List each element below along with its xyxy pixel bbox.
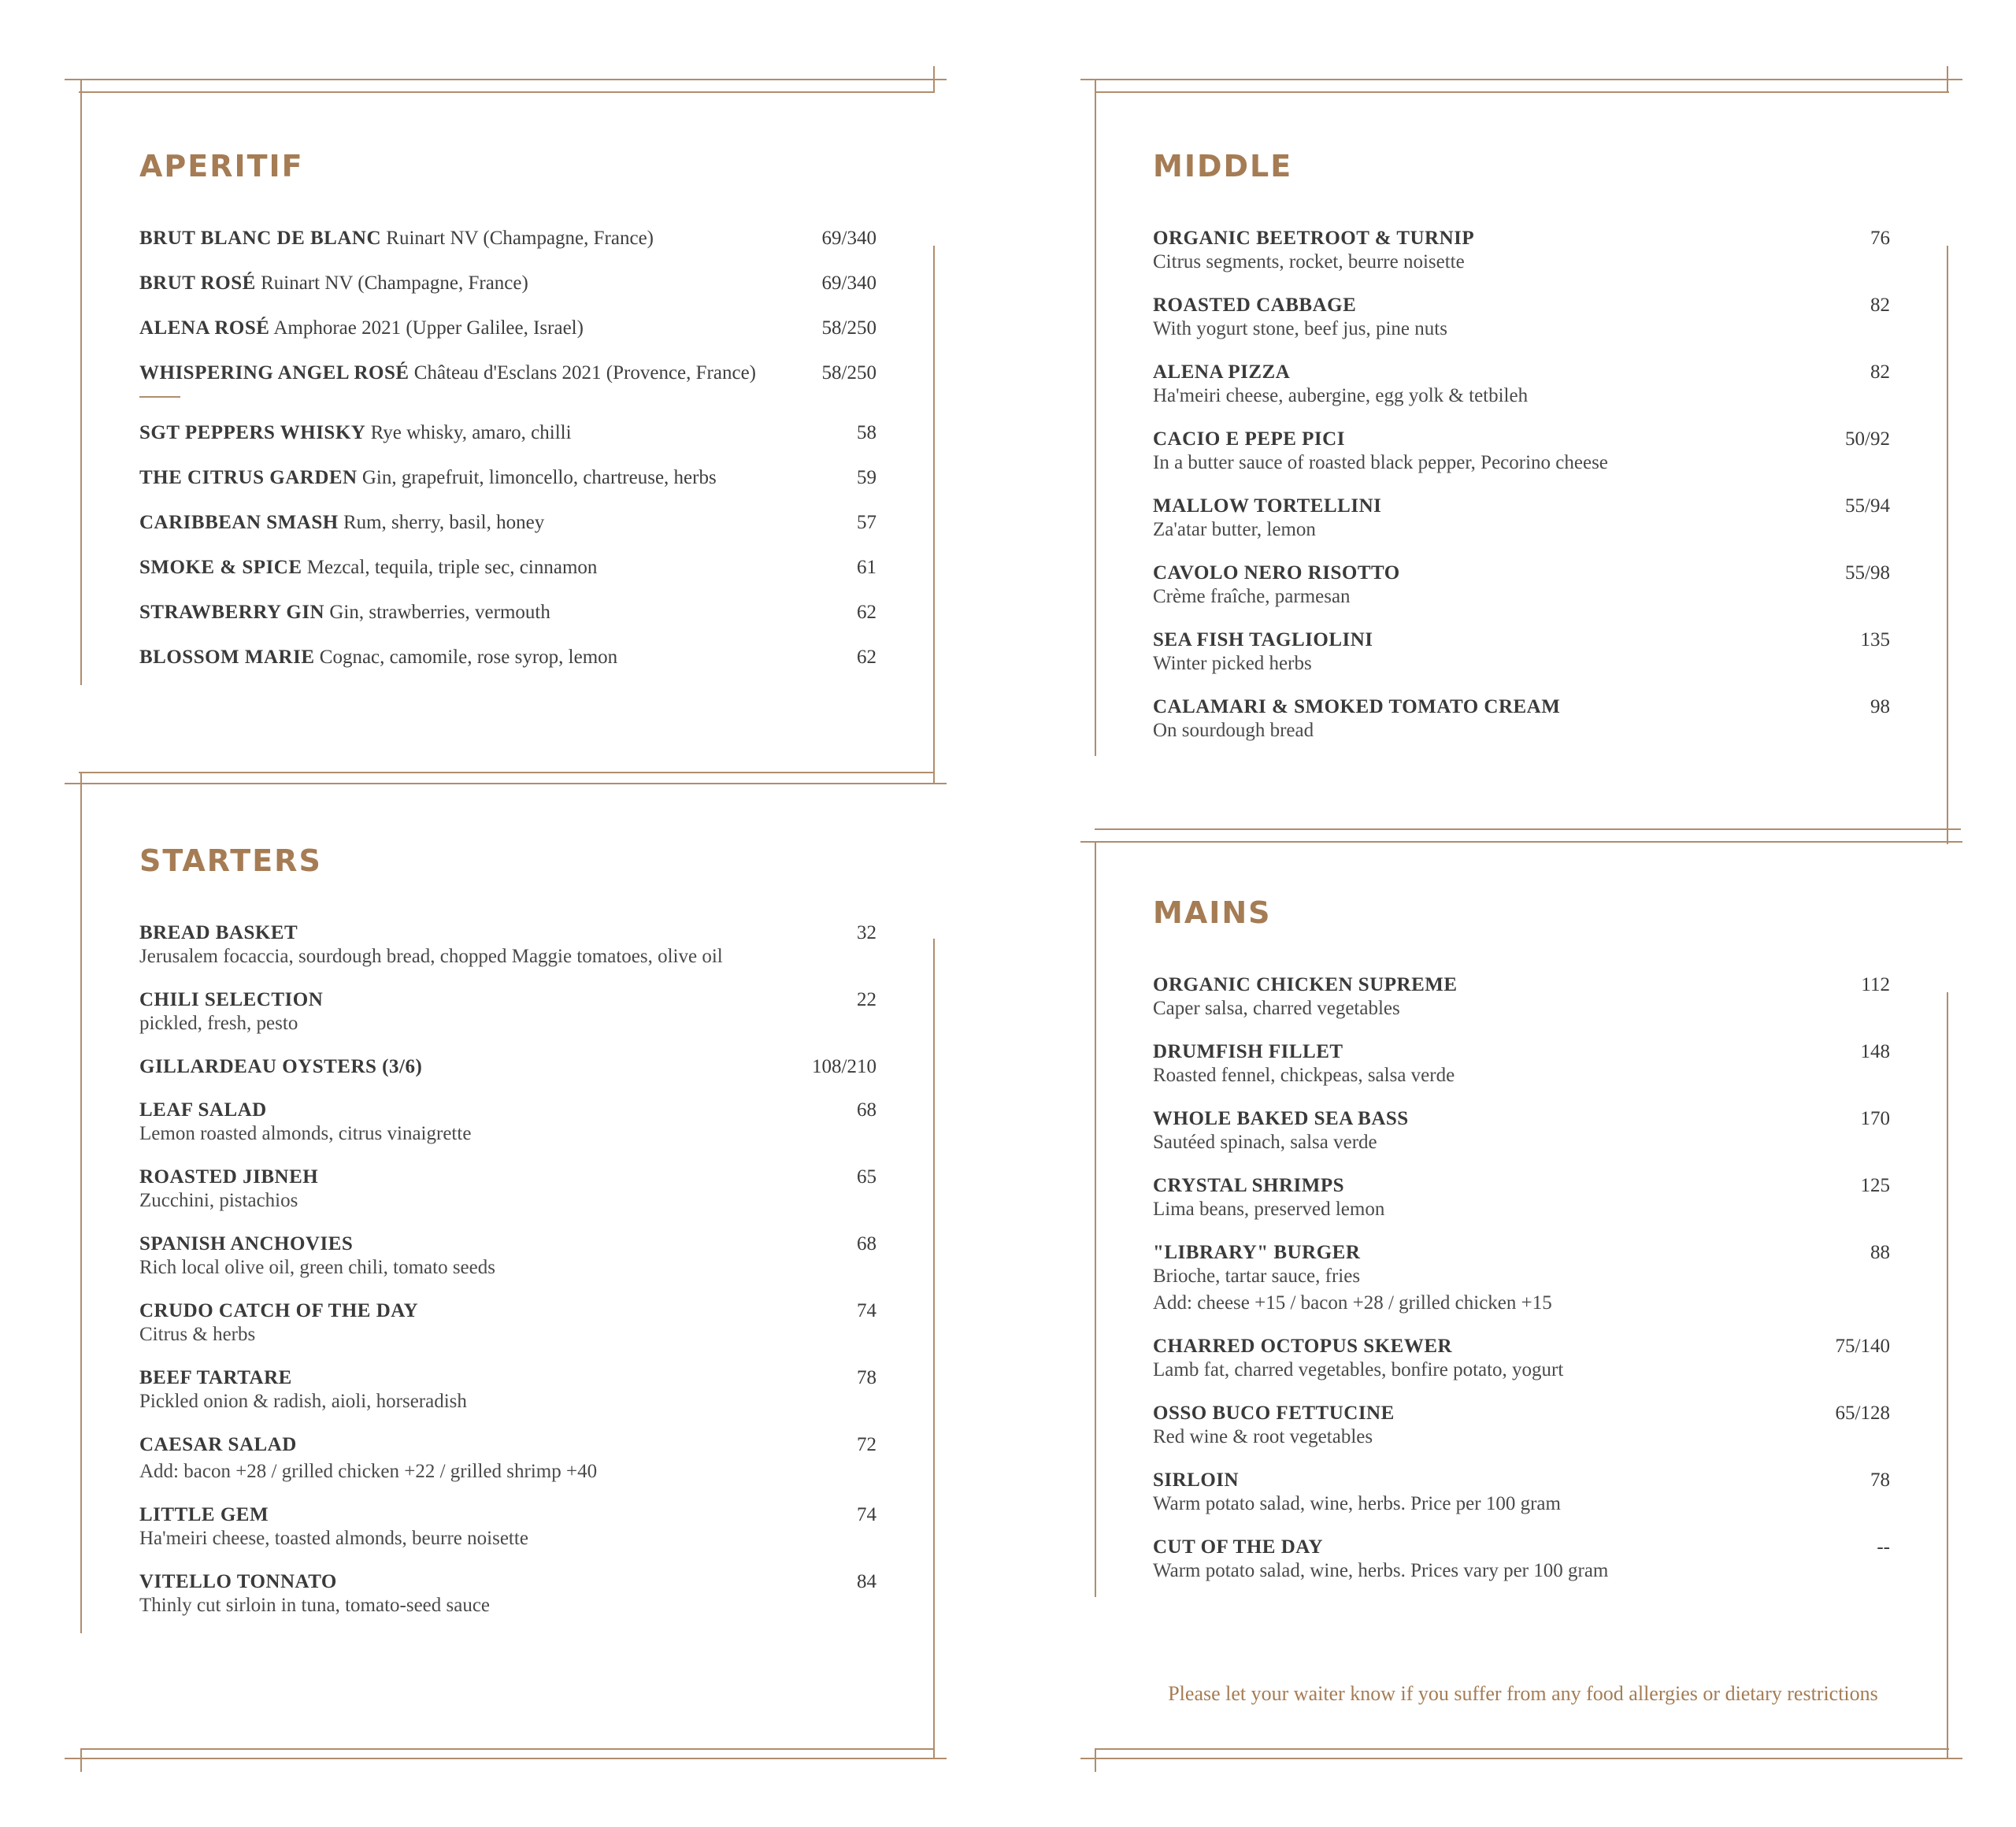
item-name: ORGANIC CHICKEN SUPREME — [1153, 974, 1458, 995]
menu-item-line — [1153, 1107, 1853, 1131]
item-name: CUT OF THE DAY — [1153, 1536, 1324, 1558]
item-name: CHARRED OCTOPUS SKEWER — [1153, 1336, 1453, 1357]
menu-item — [139, 1232, 876, 1280]
menu-item — [1153, 628, 1890, 676]
item-description: Mezcal, tequila, triple sec, cinnamon — [306, 557, 598, 578]
menu-item-line — [139, 921, 849, 945]
starters-title: STARTERS — [139, 843, 322, 878]
menu-item — [139, 1055, 876, 1079]
item-description: Red wine & root vegetables — [1153, 1426, 1373, 1447]
menu-item — [1153, 1241, 1890, 1315]
item-name: CALAMARI & SMOKED TOMATO CREAM — [1153, 696, 1561, 717]
item-price: 108/210 — [812, 1056, 876, 1077]
menu-item — [1153, 1107, 1890, 1154]
menu-item-text — [139, 272, 814, 295]
menu-item-text — [139, 1166, 849, 1213]
menu-item — [139, 1299, 876, 1347]
item-addons: Add: cheese +15 / bacon +28 / grilled chicken +15 — [1153, 1292, 1552, 1314]
menu-item — [1153, 1402, 1890, 1449]
item-description: Ruinart NV (Champagne, France) — [386, 228, 654, 249]
item-price: 58 — [857, 422, 876, 443]
menu-item-line — [139, 1366, 849, 1390]
item-price: 125 — [1860, 1175, 1890, 1196]
item-description: Thinly cut sirloin in tuna, tomato-seed sauce — [139, 1595, 491, 1616]
item-description: Rum, sherry, basil, honey — [343, 512, 545, 533]
item-price: 148 — [1860, 1041, 1890, 1062]
menu-item-line — [139, 511, 849, 535]
mains-section — [1153, 895, 1890, 1603]
menu-item — [1153, 1174, 1890, 1221]
menu-item-text — [1153, 428, 1837, 475]
item-price: 88 — [1870, 1242, 1890, 1263]
menu-item-text — [139, 646, 849, 669]
middle-section — [1153, 151, 1890, 762]
menu-item-line — [1153, 1469, 1862, 1492]
item-description: Ha'meiri cheese, aubergine, egg yolk & tetbileh — [1153, 385, 1529, 406]
menu-item-text — [139, 556, 849, 580]
menu-item-line — [1153, 1040, 1853, 1064]
menu-item — [1153, 361, 1890, 408]
item-name: CACIO E PEPE PICI — [1153, 428, 1345, 450]
item-name: BRUT ROSÉ — [139, 272, 256, 294]
item-description: In a butter sauce of roasted black pepper, Pecorino cheese — [1153, 452, 1608, 473]
menu-item-text — [139, 466, 849, 490]
menu-item-text — [1153, 1536, 1869, 1583]
menu-item-text — [1153, 628, 1853, 676]
item-name: SIRLOIN — [1153, 1469, 1240, 1491]
menu-item — [139, 361, 876, 385]
menu-item-text — [1153, 1402, 1828, 1449]
item-name: BREAD BASKET — [139, 922, 298, 943]
menu-item-text — [1153, 361, 1862, 408]
menu-item-line — [139, 317, 814, 340]
item-name: OSSO BUCO FETTUCINE — [1153, 1403, 1395, 1424]
menu-item-line — [139, 272, 814, 295]
menu-item-line — [139, 646, 849, 669]
menu-item-line — [1153, 1335, 1828, 1358]
item-name: ALENA ROSÉ — [139, 317, 270, 339]
menu-item — [139, 1433, 876, 1484]
menu-item-text — [1153, 695, 1862, 743]
aperitif-section — [139, 151, 876, 691]
menu-item-text — [139, 1299, 849, 1347]
menu-item — [1153, 1040, 1890, 1088]
item-price: -- — [1877, 1536, 1890, 1558]
item-price: 78 — [1870, 1469, 1890, 1491]
menu-item — [1153, 561, 1890, 609]
menu-item — [139, 1570, 876, 1618]
item-price: 55/94 — [1845, 495, 1890, 517]
item-name: CARIBBEAN SMASH — [139, 512, 339, 533]
item-price: 22 — [857, 989, 876, 1010]
menu-item — [1153, 495, 1890, 542]
menu-item — [1153, 227, 1890, 274]
item-price: 69/340 — [821, 272, 876, 294]
menu-item — [139, 421, 876, 445]
item-description: Sautéed spinach, salsa verde — [1153, 1132, 1377, 1153]
item-description: With yogurt stone, beef jus, pine nuts — [1153, 318, 1447, 339]
item-price: 135 — [1860, 629, 1890, 650]
item-price: 76 — [1870, 228, 1890, 249]
item-name: MALLOW TORTELLINI — [1153, 495, 1382, 517]
item-description: Amphorae 2021 (Upper Galilee, Israel) — [273, 317, 584, 339]
item-description: Lima beans, preserved lemon — [1153, 1199, 1385, 1220]
item-price: 58/250 — [821, 362, 876, 384]
menu-item — [139, 556, 876, 580]
item-price: 59 — [857, 467, 876, 488]
menu-item-text — [1153, 1241, 1862, 1315]
menu-item-line — [139, 421, 849, 445]
item-name: DRUMFISH FILLET — [1153, 1041, 1343, 1062]
menu-item-text — [1153, 561, 1837, 609]
item-name: SGT PEPPERS WHISKY — [139, 422, 366, 443]
item-description: Ruinart NV (Champagne, France) — [261, 272, 528, 294]
menu-item-line — [139, 466, 849, 490]
item-price: 170 — [1860, 1108, 1890, 1129]
menu-item — [1153, 1469, 1890, 1516]
menu-item — [1153, 973, 1890, 1021]
item-description: Crème fraîche, parmesan — [1153, 586, 1351, 607]
item-name: STRAWBERRY GIN — [139, 602, 325, 623]
menu-item-text — [139, 511, 849, 535]
menu-item-text — [139, 921, 849, 969]
menu-item — [139, 921, 876, 969]
item-price: 55/98 — [1845, 562, 1890, 584]
menu-item-line — [139, 556, 849, 580]
menu-item — [139, 227, 876, 250]
menu-item-text — [139, 1055, 804, 1079]
menu-item-line — [139, 1232, 849, 1256]
menu-item-text — [139, 1503, 849, 1551]
mains-title: MAINS — [1153, 895, 1272, 930]
item-description: Ha'meiri cheese, toasted almonds, beurre noisette — [139, 1528, 528, 1549]
item-name: ALENA PIZZA — [1153, 361, 1291, 383]
menu-item-text — [139, 227, 814, 250]
menu-item-line — [1153, 1402, 1828, 1425]
menu-item-text — [1153, 1107, 1853, 1154]
item-name: BRUT BLANC DE BLANC — [139, 228, 382, 249]
menu-item-line — [1153, 1536, 1869, 1559]
item-name: BLOSSOM MARIE — [139, 647, 315, 668]
item-description: On sourdough bread — [1153, 720, 1314, 741]
item-description: Za'atar butter, lemon — [1153, 519, 1316, 540]
item-description: Warm potato salad, wine, herbs. Price per 100 gram — [1153, 1493, 1561, 1514]
item-description: Winter picked herbs — [1153, 653, 1312, 674]
item-price: 84 — [857, 1571, 876, 1592]
menu-item-text — [139, 988, 849, 1036]
starters-section — [139, 843, 876, 1637]
item-price: 58/250 — [821, 317, 876, 339]
menu-item — [139, 511, 876, 535]
item-price: 74 — [857, 1300, 876, 1321]
menu-item-text — [1153, 1040, 1853, 1088]
item-price: 61 — [857, 557, 876, 578]
menu-item-line — [1153, 1174, 1853, 1198]
item-name: "LIBRARY" BURGER — [1153, 1242, 1361, 1263]
item-description: Roasted fennel, chickpeas, salsa verde — [1153, 1065, 1455, 1086]
item-description: Caper salsa, charred vegetables — [1153, 998, 1400, 1019]
item-price: 62 — [857, 647, 876, 668]
middle-list — [1153, 227, 1890, 743]
item-description: Cognac, camomile, rose syrop, lemon — [319, 647, 618, 668]
item-price: 65/128 — [1835, 1403, 1890, 1424]
menu-item — [1153, 1335, 1890, 1382]
item-description: Château d'Esclans 2021 (Provence, France) — [413, 362, 756, 384]
item-price: 32 — [857, 922, 876, 943]
item-name: ORGANIC BEETROOT & TURNIP — [1153, 228, 1475, 249]
menu-item — [139, 1366, 876, 1414]
item-name: WHOLE BAKED SEA BASS — [1153, 1108, 1409, 1129]
menu-item — [139, 646, 876, 669]
menu-item-line — [139, 1570, 849, 1594]
menu-item — [139, 988, 876, 1036]
starters-list — [139, 921, 876, 1618]
menu-item-text — [139, 1232, 849, 1280]
menu-item-line — [139, 1299, 849, 1323]
item-price: 50/92 — [1845, 428, 1890, 450]
menu-item — [139, 317, 876, 340]
menu-item — [1153, 1536, 1890, 1583]
menu-item-text — [1153, 973, 1853, 1021]
item-name: LITTLE GEM — [139, 1504, 269, 1525]
menu-item-text — [139, 361, 814, 385]
aperitif-title: APERITIF — [139, 149, 304, 183]
menu-item-line — [139, 1099, 849, 1122]
item-name: WHISPERING ANGEL ROSÉ — [139, 362, 410, 384]
menu-item — [139, 272, 876, 295]
menu-item-text — [1153, 1335, 1828, 1382]
menu-item — [139, 466, 876, 490]
middle-title: MIDDLE — [1153, 149, 1293, 183]
menu-item — [1153, 428, 1890, 475]
menu-item-text — [139, 317, 814, 340]
menu-item-line — [1153, 561, 1837, 585]
menu-item-text — [1153, 227, 1862, 274]
item-description: Warm potato salad, wine, herbs. Prices vary per 100 gram — [1153, 1560, 1609, 1581]
menu-item-text — [139, 421, 849, 445]
menu-item-line — [1153, 428, 1837, 451]
item-name: THE CITRUS GARDEN — [139, 467, 358, 488]
item-description: Gin, strawberries, vermouth — [329, 602, 550, 623]
menu-item — [1153, 695, 1890, 743]
menu-item-line — [139, 1166, 849, 1189]
menu-item-text — [139, 1099, 849, 1146]
section-divider — [139, 396, 180, 398]
item-description: Zucchini, pistachios — [139, 1190, 298, 1211]
item-description: Pickled onion & radish, aioli, horseradish — [139, 1391, 467, 1412]
item-name: VITELLO TONNATO — [139, 1571, 337, 1592]
item-name: SMOKE & SPICE — [139, 557, 302, 578]
menu-item — [139, 1099, 876, 1146]
item-name: SEA FISH TAGLIOLINI — [1153, 629, 1373, 650]
item-price: 57 — [857, 512, 876, 533]
menu-item — [1153, 294, 1890, 341]
menu-item-text — [1153, 1469, 1862, 1516]
item-description: Rye whisky, amaro, chilli — [370, 422, 572, 443]
item-price: 74 — [857, 1504, 876, 1525]
allergy-note: Please let your waiter know if you suffer from any food allergies or dietary restrictions — [1168, 1682, 1878, 1705]
item-price: 98 — [1870, 696, 1890, 717]
menu-item-line — [1153, 973, 1853, 997]
item-name: CRYSTAL SHRIMPS — [1153, 1175, 1345, 1196]
item-name: CAESAR SALAD — [139, 1434, 297, 1455]
item-description: Brioche, tartar sauce, fries — [1153, 1266, 1361, 1287]
item-price: 112 — [1861, 974, 1890, 995]
item-name: GILLARDEAU OYSTERS (3/6) — [139, 1056, 423, 1077]
item-name: CHILI SELECTION — [139, 989, 324, 1010]
menu-item-text — [1153, 495, 1837, 542]
menu-item-line — [139, 601, 849, 624]
menu-item-text — [1153, 294, 1862, 341]
menu-item-text — [139, 1570, 849, 1618]
item-name: BEEF TARTARE — [139, 1367, 292, 1388]
item-name: ROASTED JIBNEH — [139, 1166, 319, 1188]
item-price: 62 — [857, 602, 876, 623]
item-description: Citrus & herbs — [139, 1324, 256, 1345]
item-price: 68 — [857, 1233, 876, 1254]
menu-item — [139, 601, 876, 624]
menu-item — [139, 1503, 876, 1551]
menu-item-line — [139, 1433, 849, 1457]
menu-item-line — [139, 227, 814, 250]
menu-item-text — [139, 601, 849, 624]
menu-item-line — [1153, 1241, 1862, 1265]
item-price: 78 — [857, 1367, 876, 1388]
item-description: Lemon roasted almonds, citrus vinaigrette — [139, 1123, 472, 1144]
menu-item-line — [1153, 227, 1862, 250]
item-name: LEAF SALAD — [139, 1099, 267, 1121]
item-price: 68 — [857, 1099, 876, 1121]
menu-item-line — [139, 1503, 849, 1527]
menu-item — [139, 1166, 876, 1213]
item-price: 72 — [857, 1434, 876, 1455]
menu-item-line — [1153, 695, 1862, 719]
item-description: Jerusalem focaccia, sourdough bread, chopped Maggie tomatoes, olive oil — [139, 946, 723, 967]
item-description: pickled, fresh, pesto — [139, 1013, 298, 1034]
menu-item-line — [139, 988, 849, 1012]
item-name: ROASTED CABBAGE — [1153, 295, 1357, 316]
item-description: Rich local olive oil, green chili, tomato seeds — [139, 1257, 495, 1278]
item-price: 82 — [1870, 295, 1890, 316]
item-description: Lamb fat, charred vegetables, bonfire potato, yogurt — [1153, 1359, 1564, 1380]
menu-item-line — [1153, 495, 1837, 518]
item-price: 65 — [857, 1166, 876, 1188]
item-description: Citrus segments, rocket, beurre noisette — [1153, 251, 1465, 272]
menu-item-line — [139, 1055, 804, 1079]
item-description: Gin, grapefruit, limoncello, chartreuse, herbs — [361, 467, 717, 488]
item-name: CRUDO CATCH OF THE DAY — [139, 1300, 419, 1321]
item-name: SPANISH ANCHOVIES — [139, 1233, 354, 1254]
aperitif-list — [139, 227, 876, 669]
menu-item-line — [1153, 628, 1853, 652]
menu-item-line — [139, 361, 814, 385]
menu-item-text — [1153, 1174, 1853, 1221]
item-addons: Add: bacon +28 / grilled chicken +22 / grilled shrimp +40 — [139, 1461, 598, 1482]
menu-item-text — [139, 1366, 849, 1414]
item-name: CAVOLO NERO RISOTTO — [1153, 562, 1400, 584]
item-price: 82 — [1870, 361, 1890, 383]
menu-item-line — [1153, 294, 1862, 317]
mains-list — [1153, 973, 1890, 1583]
item-price: 69/340 — [821, 228, 876, 249]
item-price: 75/140 — [1835, 1336, 1890, 1357]
menu-item-line — [1153, 361, 1862, 384]
menu-item-text — [139, 1433, 849, 1484]
